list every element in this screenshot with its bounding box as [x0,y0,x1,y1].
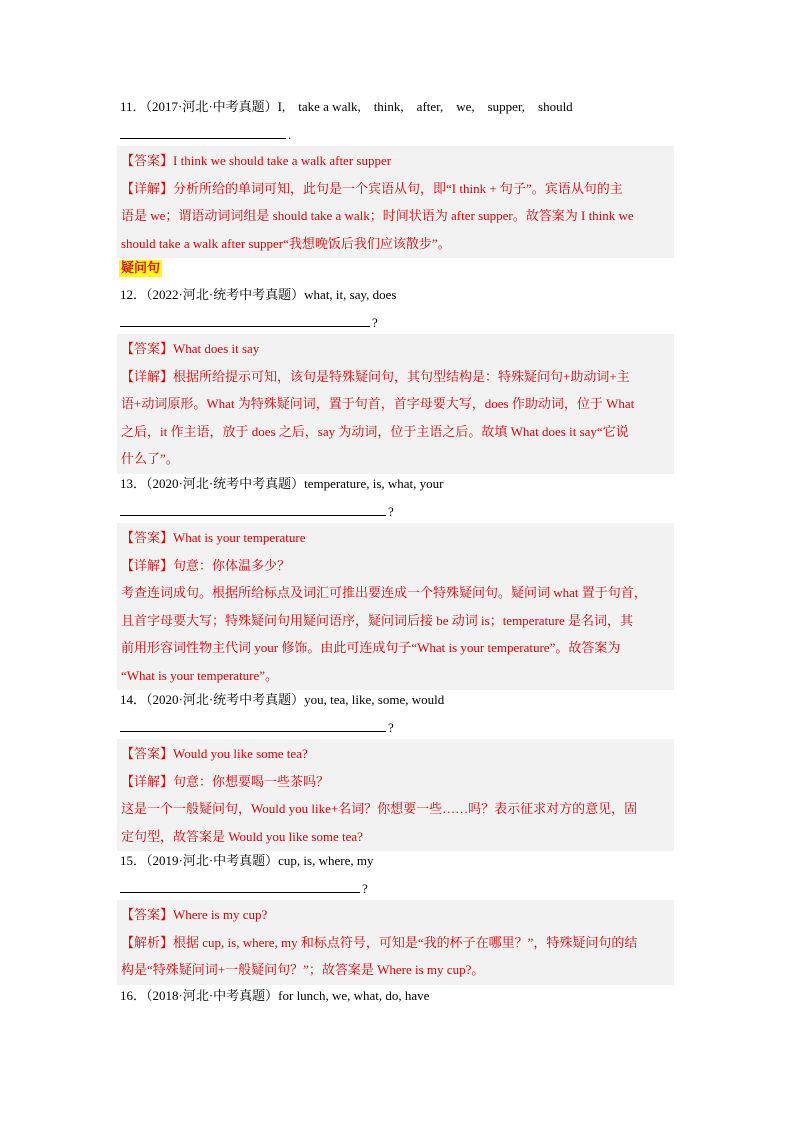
answer-label: 【答案】 [121,530,174,545]
blank-punct-15: ? [362,881,368,896]
detail-line-11-2: 语是 we；谓语动词词组是 should take a walk；时间状语为 after supper。故答案为 I think we [121,208,634,223]
answer-text: I think we should take a walk after supper [173,153,392,168]
answer-box-12 [117,334,674,474]
question-15: 15．（2019·河北·中考真题）cup, is, where, my [120,853,374,868]
answer-blank-15[interactable] [120,879,368,899]
detail-line-15-2: 构是“特殊疑问词+一般疑问句？”；故答案是 Where is my cup?。 [121,962,485,977]
answer-blank-11[interactable] [120,125,291,145]
detail-label: 【解析】 [121,934,174,950]
detail-line-11-1 [121,175,670,203]
question-14: 14．（2020·河北·统考中考真题）you, tea, like, some, would [120,692,445,707]
detail-text: 根据 cup, is, where, my 和标点符号，可知是“我的杯子在哪里？”，特殊疑问句的结 [173,934,638,950]
detail-line-12-3: 之后，it 作主语，放于 does 之后，say 为动词，位于主语之后。故填 What does it say“它说 [121,423,629,439]
detail-line-13-3: 且首字母要大写；特殊疑问句用疑问语序，疑问词后接 be 动词 is；temperature 是名词，其 [121,612,634,628]
answer-text: Would you like some tea? [173,746,308,761]
question-16: 16．（2018·河北·中考真题）for lunch, we, what, do, have [120,988,430,1003]
answer-label: 【答案】 [121,341,174,356]
question-13: 13．（2020·河北·统考中考真题）temperature, is, what, your [120,476,444,491]
answer-line-13 [121,524,670,552]
answer-label: 【答案】 [121,153,174,168]
answer-line-12 [121,335,670,363]
detail-label: 【详解】 [121,180,174,196]
answer-box-11 [117,146,674,258]
detail-line-14-1 [121,768,670,796]
detail-line-14-2: 这是一个一般疑问句，Would you like+名词？你想要一些……吗？表示征求对方的意见，固 [121,801,638,816]
answer-text: Where is my cup? [173,907,268,922]
detail-label: 【详解】 [121,557,174,573]
blank-punct-12: ? [372,315,378,330]
answer-label: 【答案】 [121,907,174,922]
answer-text: What is your temperature [173,530,306,545]
question-11: 11．（2017·河北·中考真题）I, take a walk, think, after, we, supper, should [120,99,573,114]
detail-line-11-3: should take a walk after supper“我想晚饭后我们应该散步”。 [121,235,451,251]
answer-text: What does it say [173,341,260,356]
answer-line-14 [121,740,670,768]
detail-line-15-1 [121,929,670,957]
detail-line-13-1 [121,552,670,580]
blank-punct-13: ? [388,504,394,519]
answer-box-14 [117,739,674,851]
blank-punct-14: ? [388,720,394,735]
detail-text: 句意：你体温多少？ [173,557,291,573]
detail-line-13-4: 前用形容词性物主代词 your 修饰。由此可连成句子“What is your temperature”。故答案为 [121,640,621,655]
answer-blank-14[interactable] [120,718,394,738]
answer-blank-13[interactable] [120,502,394,522]
answer-line-15 [121,901,670,929]
blank-punct-11: . [288,127,292,142]
detail-label: 【详解】 [121,368,174,384]
answer-box-13 [117,523,674,690]
detail-line-13-5: “What is your temperature”。 [121,667,279,683]
detail-line-12-2: 语+动词原形。What 为特殊疑问词，置于句首，首字母要大写，does 作助动词，位于 What [121,396,635,411]
answer-line-11 [121,147,670,175]
detail-line-14-3: 定句型，故答案是 Would you like some tea? [121,828,363,844]
detail-line-12-1 [121,363,670,391]
detail-label: 【详解】 [121,773,174,789]
detail-text: 句意：你想要喝一些茶吗？ [173,773,330,789]
detail-line-13-2: 考查连词成句。根据所给标点及词汇可推出要连成一个特殊疑问句。疑问词 what 置于句首， [121,585,647,600]
detail-text: 分析所给的单词可知，此句是一个宾语从句，即“I think + 句子”。宾语从句的主 [173,180,623,196]
section-heading: 疑问句 [121,261,161,276]
answer-label: 【答案】 [121,746,174,761]
detail-text: 根据所给提示可知，该句是特殊疑问句，其句型结构是：特殊疑问句+助动词+主 [173,368,630,384]
detail-line-12-4: 什么了”。 [121,451,179,466]
question-12: 12．（2022·河北·统考中考真题）what, it, say, does [120,287,397,302]
answer-blank-12[interactable] [120,313,378,333]
answer-box-15 [117,900,674,985]
